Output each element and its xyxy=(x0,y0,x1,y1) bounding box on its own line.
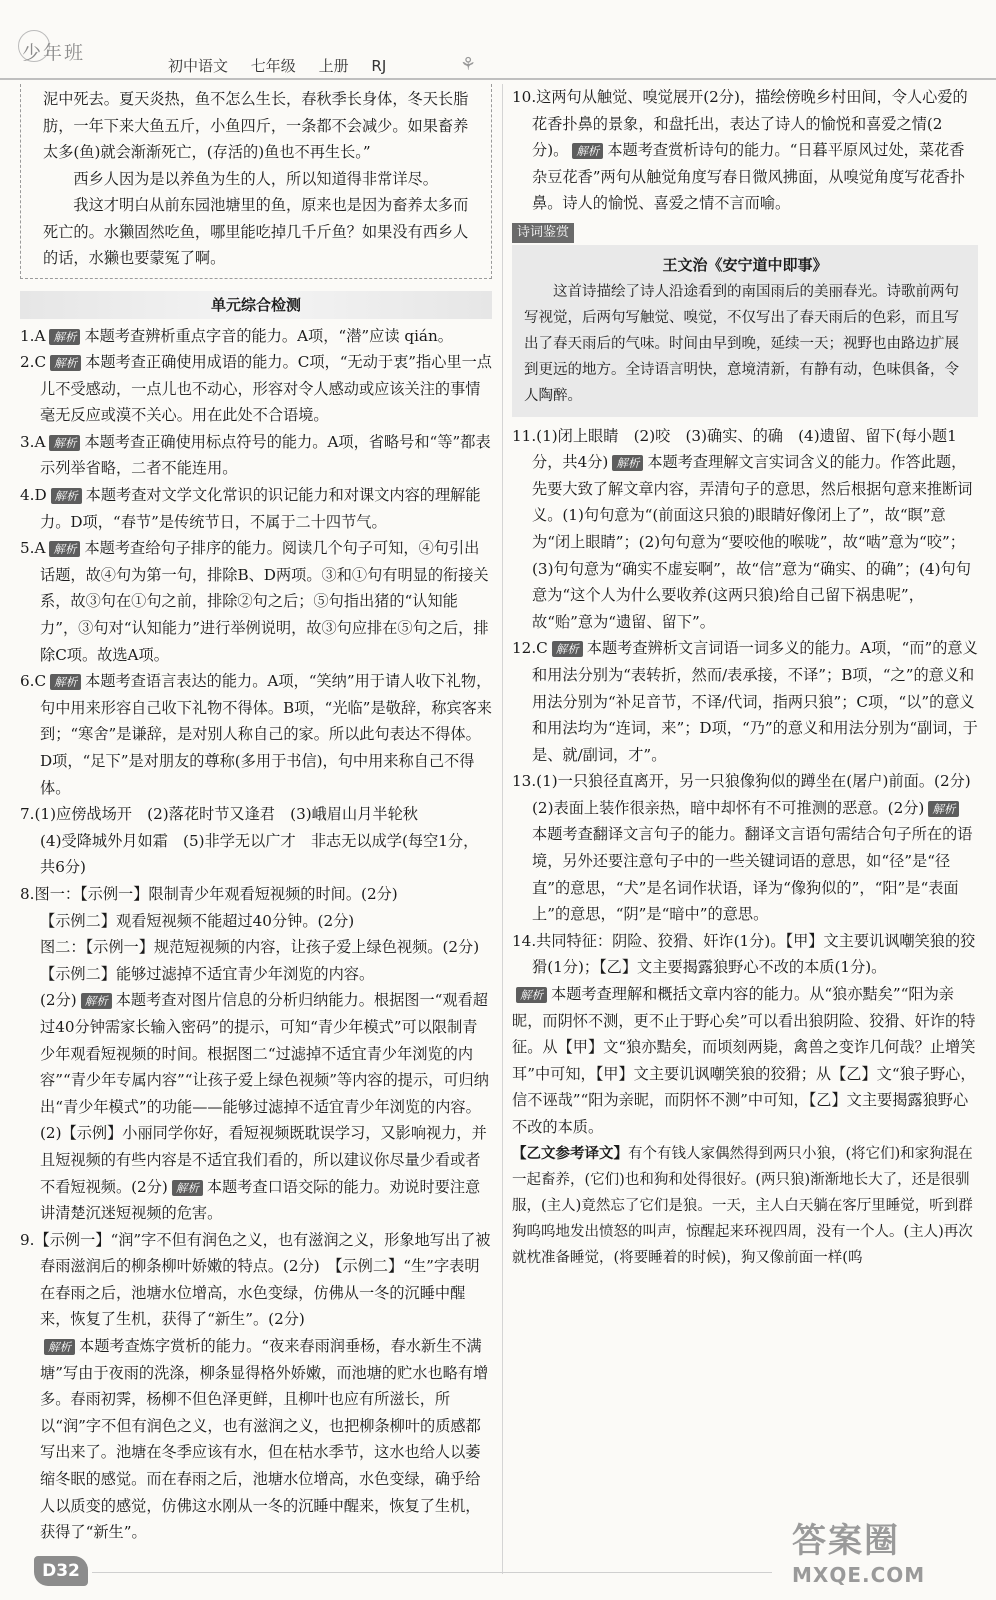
answer-text: 本题考查对文学文化常识的识记能力和对课文内容的理解能力。D项，“春节”是传统节日，不属于二十四节气。 xyxy=(40,486,481,531)
answer-text xyxy=(20,1333,492,1546)
score-note: (2分) xyxy=(40,991,77,1010)
answer-number: 3.A xyxy=(20,432,46,451)
answer-text: (4)受降城外月如霜 (5)非学无以广才 非志无以成学(每空1分，共6分) xyxy=(40,831,479,877)
poem-appreciation-label: 诗词鉴赏 xyxy=(512,223,574,243)
answer-text: 本题考查正确使用成语的能力。C项，“无动于衷”指心里一点儿不受感动，一点儿也不动心，形容对令人感动或应该关注的事情毫无反应或漠不关心。用在此处不合语境。 xyxy=(40,353,492,425)
answer-number: 6.C xyxy=(20,672,47,691)
answer-item xyxy=(512,84,978,217)
answer-text xyxy=(20,987,492,1120)
answer-text: 共同特征：阴险、狡猾、奸诈(1分)。【甲】文主要讥讽嘲笑狼的狡猾(1分)；【乙】文主要揭露狼野心不改的本质(1分)。 xyxy=(532,931,976,977)
analysis-text: 本题考查辨析文言词语一词多义的能力。A项，“而”的意义和用法分别为“表转折，然而/表承接，不译”；B项，“之”的意义和用法分别为“补足音节，不译/代词，指两只狼”；C项，“以”的意义和用法均为“连词，来”；D项，“乃”的意义和用法分别为“副词，于是、就/副词，才”。 xyxy=(532,639,978,764)
answer-item xyxy=(20,535,492,668)
unit-test-title: 单元综合检测 xyxy=(20,291,492,319)
answer-text: 图一：【示例一】限制青少年观看短视频的时间。(2分) xyxy=(34,884,398,903)
analysis-tag: 解析 xyxy=(50,355,81,371)
analysis-tag: 解析 xyxy=(49,541,80,557)
analysis-text: 本题考查翻译文言句子的能力。翻译文言语句需结合句子所在的语境，另外还要注意句子中的一些关键词语的意思，如“径”是“径直”的意思，“犬”是名词作状语，译为“像狗似的”，“阳”是“表面上”的意思，“阴”是“暗中”的意思。 xyxy=(532,825,973,924)
answer-number: 7. xyxy=(20,805,35,824)
analysis-text: 本题考查理解文言实词含义的能力。作答此题，先要大致了解文章内容，弄清句子的意思，然后根据句意来推断词义。(1)句句意为“(前面这只狼的)眼睛好像闭上了”，故“瞑”意为“闭上眼睛”；(2)句句意为“要咬他的喉咙”，故“啮”意为“咬”；(3)句句意为“确实不虚妄啊”，故“信”意为“确实、的确”；(4)句句意为“这个人为什么要收养(这两只狼)给自己留下祸患呢”，故“贻”意为“遗留、留下”。 xyxy=(532,453,973,631)
answer-number: 5.A xyxy=(20,539,46,558)
answer-item xyxy=(512,928,978,981)
answer-item xyxy=(512,635,978,768)
volume: 上册 xyxy=(318,57,349,75)
answer-item xyxy=(20,668,492,801)
answer-number: 12.C xyxy=(512,639,548,658)
answer-item xyxy=(20,881,492,908)
series-logo: 少年班 xyxy=(22,42,86,64)
answer-number: 4.D xyxy=(20,486,47,505)
passage-paragraph: 泥中死去。夏天炎热，鱼不怎么生长，春秋季长身体，冬天长脂肪，一年下来大鱼五斤，小鱼四斤，一条都不会减少。如果畜养太多(鱼)就会渐渐死亡，(存活的)鱼也不再生长。” xyxy=(43,90,469,161)
analysis-tag: 解析 xyxy=(572,143,603,159)
analysis-tag: 解析 xyxy=(51,488,82,504)
answer-text: (1)应傍战场开 (2)落花时节又逢君 (3)峨眉山月半轮秋 xyxy=(34,805,418,824)
answer-item xyxy=(20,482,492,535)
answer-text xyxy=(512,981,978,1141)
book-info xyxy=(168,55,404,76)
answer-text: (1)一只狼径直离开，另一只狼像狗似的蹲坐在(屠户)前面。(2分) (2)表面上装作很亲热，暗中却怀有不可推测的恶意。(2分) xyxy=(532,772,986,817)
watermark-title: 答案圈 xyxy=(792,1521,900,1561)
analysis-tag: 解析 xyxy=(928,801,959,817)
answer-number: 1.A xyxy=(20,326,46,345)
translation-text: 有个有钱人家偶然得到两只小狼，(将它们)和家狗混在一起畜养，(它们)也和狗和处得很好。(两只狼)渐渐地长大了，还是很驯服，(主人)竟然忘了它们是狼。一天，主人白天躺在客厅里睡觉，听到群狗呜呜地发出愤怒的叫声，惊醒起来环视四周，没有一个人。(主人)再次就枕准备睡觉，(将要睡着的时候)，狗又像前面一样(呜 xyxy=(512,1145,973,1266)
edition: RJ xyxy=(371,57,387,75)
answer-item xyxy=(20,1227,492,1333)
header-divider xyxy=(0,78,996,80)
answer-text: 这两句从触觉、嗅觉展开(2分)，描绘傍晚乡村田间，令人心爱的花香扑鼻的景象，和盘托出，表达了诗人的愉悦和喜爱之情(2分)。 xyxy=(532,88,968,160)
column-divider xyxy=(502,84,503,1574)
analysis-tag: 解析 xyxy=(49,435,80,451)
answer-text: 本题考查正确使用标点符号的能力。A项，省略号和“等”都表示列举省略，二者不能连用。 xyxy=(40,432,491,478)
answer-item xyxy=(20,801,492,828)
poem-appreciation-box xyxy=(512,245,978,417)
left-column xyxy=(20,84,495,1546)
answer-number: 10. xyxy=(512,88,537,106)
page-number: D32 xyxy=(34,1556,88,1586)
analysis-text: 本题考查理解和概括文章内容的能力。从“狼亦黠矣”“阳为亲昵，而阴怀不测，更不止于野心矣”可以看出狼阴险、狡猾、奸诈的特征。从【甲】文“狼亦黠矣，而顷刻两毙，禽兽之变诈几何哉？止增笑耳”中可知，【甲】文主要讥讽嘲笑狼的狡猾；从【乙】文“狼子野心，信不诬哉”“阳为亲昵，而阴怀不测”中可知，【乙】文主要揭露狼野心不改的本质。 xyxy=(512,985,976,1136)
passage-paragraph: 我这才明白从前东园池塘里的鱼，原来也是因为畜养太多而死亡的。水獭固然吃鱼，哪里能吃掉几千斤鱼？如果没有西乡人的话，水獭也要蒙冤了啊。 xyxy=(43,196,469,267)
analysis-tag: 解析 xyxy=(44,1339,75,1355)
answer-number: 2.C xyxy=(20,353,47,372)
grade: 七年级 xyxy=(250,57,296,75)
answer-number: 14. xyxy=(512,931,537,950)
answer-text: 本题考查语言表达的能力。A项，“笑纳”用于请人收下礼物，句中用来形容自己收下礼物不得体。B项，“光临”是敬辞，称宾客来到；“寒舍”是谦辞，是对别人称自己的家。所以此句表达不得体。D项，“足下”是对朋友的尊称(多用于书信)，句中用来称自己不得体。 xyxy=(40,672,492,797)
cartoon-deco-icon: ⚘ xyxy=(460,54,477,75)
answer-text: 【示例二】观看短视频不能超过40分钟。(2分) xyxy=(40,911,355,930)
footer-divider xyxy=(92,1572,772,1573)
right-column xyxy=(512,84,986,1271)
answer-item xyxy=(20,349,492,429)
answer-item xyxy=(512,768,986,928)
analysis-tag: 解析 xyxy=(612,455,643,471)
analysis-text: 本题考查口语交际的能力。劝说时要注意讲清楚沉迷短视频的危害。 xyxy=(40,1177,481,1223)
analysis-text: 本题考查赏析诗句的能力。“日暮平原风过处，菜花香杂豆花香”两句从触觉角度写春日微风拂面，从嗅觉角度写花香扑鼻。诗人的愉悦、喜爱之情不言而喻。 xyxy=(532,141,966,213)
answer-text: (1)闭上眼睛 (2)咬 (3)确实、的确 (4)遗留、留下(每小题1分，共4分) xyxy=(532,426,957,472)
analysis-tag: 解析 xyxy=(81,993,112,1009)
analysis-tag: 解析 xyxy=(49,329,80,345)
answer-item xyxy=(20,429,492,482)
answer-text: 本题考查辨析重点字音的能力。A项，“潜”应读 qián。 xyxy=(84,326,453,345)
example-answer: (2)【示例】小丽同学你好，看短视频既耽误学习，又影响视力，并且短视频的有些内容是不适宜我们看的，所以建议你尽量少看或者不看短视频。(2分) xyxy=(40,1124,487,1196)
analysis-tag: 解析 xyxy=(516,987,547,1003)
answer-item xyxy=(20,323,492,350)
watermark-url: MXQE.COM xyxy=(792,1563,926,1587)
answer-item xyxy=(512,423,978,636)
answer-text: 【示例一】“润”字不但有润色之义，也有滋润之义，形象地写出了被春雨滋润后的柳条柳叶娇嫩的特点。(2分) 【示例二】“生”字表明在春雨之后，池塘水位增高，水色变绿，仿佛从一冬的沉睡中醒来，恢复了生机，获得了“新生”。(2分) xyxy=(34,1230,491,1329)
answer-number: 11. xyxy=(512,426,537,445)
answer-text: 本题考查给句子排序的能力。阅读几个句子可知，④句引出话题，故④句为第一句，排除B、D两项。③和①句有明显的衔接关系，故③句在①句之前，排除②句之后；⑤句指出猪的“认知能力”，③句对“认知能力”进行举例说明，故③句应排在⑤句之后，排除C项。故选A项。 xyxy=(40,539,489,664)
answer-text: 图二：【示例一】规范短视频的内容，让孩子爱上绿色视频。(2分) 【示例二】能够过滤掉不适宜青少年浏览的内容。 xyxy=(40,938,495,983)
analysis-tag: 解析 xyxy=(172,1180,203,1196)
passage-translation-box xyxy=(20,84,492,279)
page-header xyxy=(0,0,996,75)
answer-number: 9. xyxy=(20,1230,35,1249)
site-watermark xyxy=(792,1520,982,1598)
answer-text xyxy=(20,1120,492,1226)
poem-title: 王文治《安宁道中即事》 xyxy=(662,255,828,274)
analysis-tag: 解析 xyxy=(552,641,583,657)
analysis-text: 本题考查对图片信息的分析归纳能力。根据图一“观看超过40分钟需家长输入密码”的提示，可知“青少年模式”可以限制青少年观看短视频的时间。根据图二“过滤掉不适宜青少年浏览的内容”“青少年专属内容”“让孩子爱上绿色视频”等内容的提示，可归纳出“青少年模式”的功能——能够过滤掉不适宜青少年浏览的内容。 xyxy=(40,991,489,1116)
answer-number: 13. xyxy=(512,772,537,791)
reference-translation xyxy=(512,1141,978,1271)
passage-paragraph: 西乡人因为是以养鱼为生的人，所以知道得非常详尽。 xyxy=(73,169,438,188)
analysis-tag: 解析 xyxy=(50,674,81,690)
subject: 初中语文 xyxy=(168,57,229,75)
answer-number: 8. xyxy=(20,884,35,903)
analysis-text: 本题考查炼字赏析的能力。“夜来春雨润垂杨，春水新生不满塘”写由于夜雨的洗涤，柳条显得格外娇嫩，而池塘的贮水也略有增多。春雨初霁，杨柳不但色泽更鲜，且柳叶也应有所滋长，所以“润”字不但有润色之义，也有滋润之义，也把柳条柳叶的质感都写出来了。池塘在冬季应该有水，但在枯水季节，这水也给人以萎缩冬眠的感觉。而在春雨之后，池塘水位增高，水色变绿，确乎给人以质变的感觉，仿佛这水刚从一冬的沉睡中醒来，恢复了生机，获得了“新生”。 xyxy=(40,1337,489,1542)
poem-commentary: 这首诗描绘了诗人沿途看到的南国雨后的美丽春光。诗歌前两句写视觉，后两句写触觉、嗅觉，不仅写出了春天雨后的色彩，而且写出了春天雨后的气味。时间由早到晚，延续一天；视野也由路边扩展到更远的地方。全诗语言明快，意境清新，有静有动，色味俱备，令人陶醉。 xyxy=(524,283,959,404)
translation-label: 【乙文参考译文】 xyxy=(512,1145,628,1162)
